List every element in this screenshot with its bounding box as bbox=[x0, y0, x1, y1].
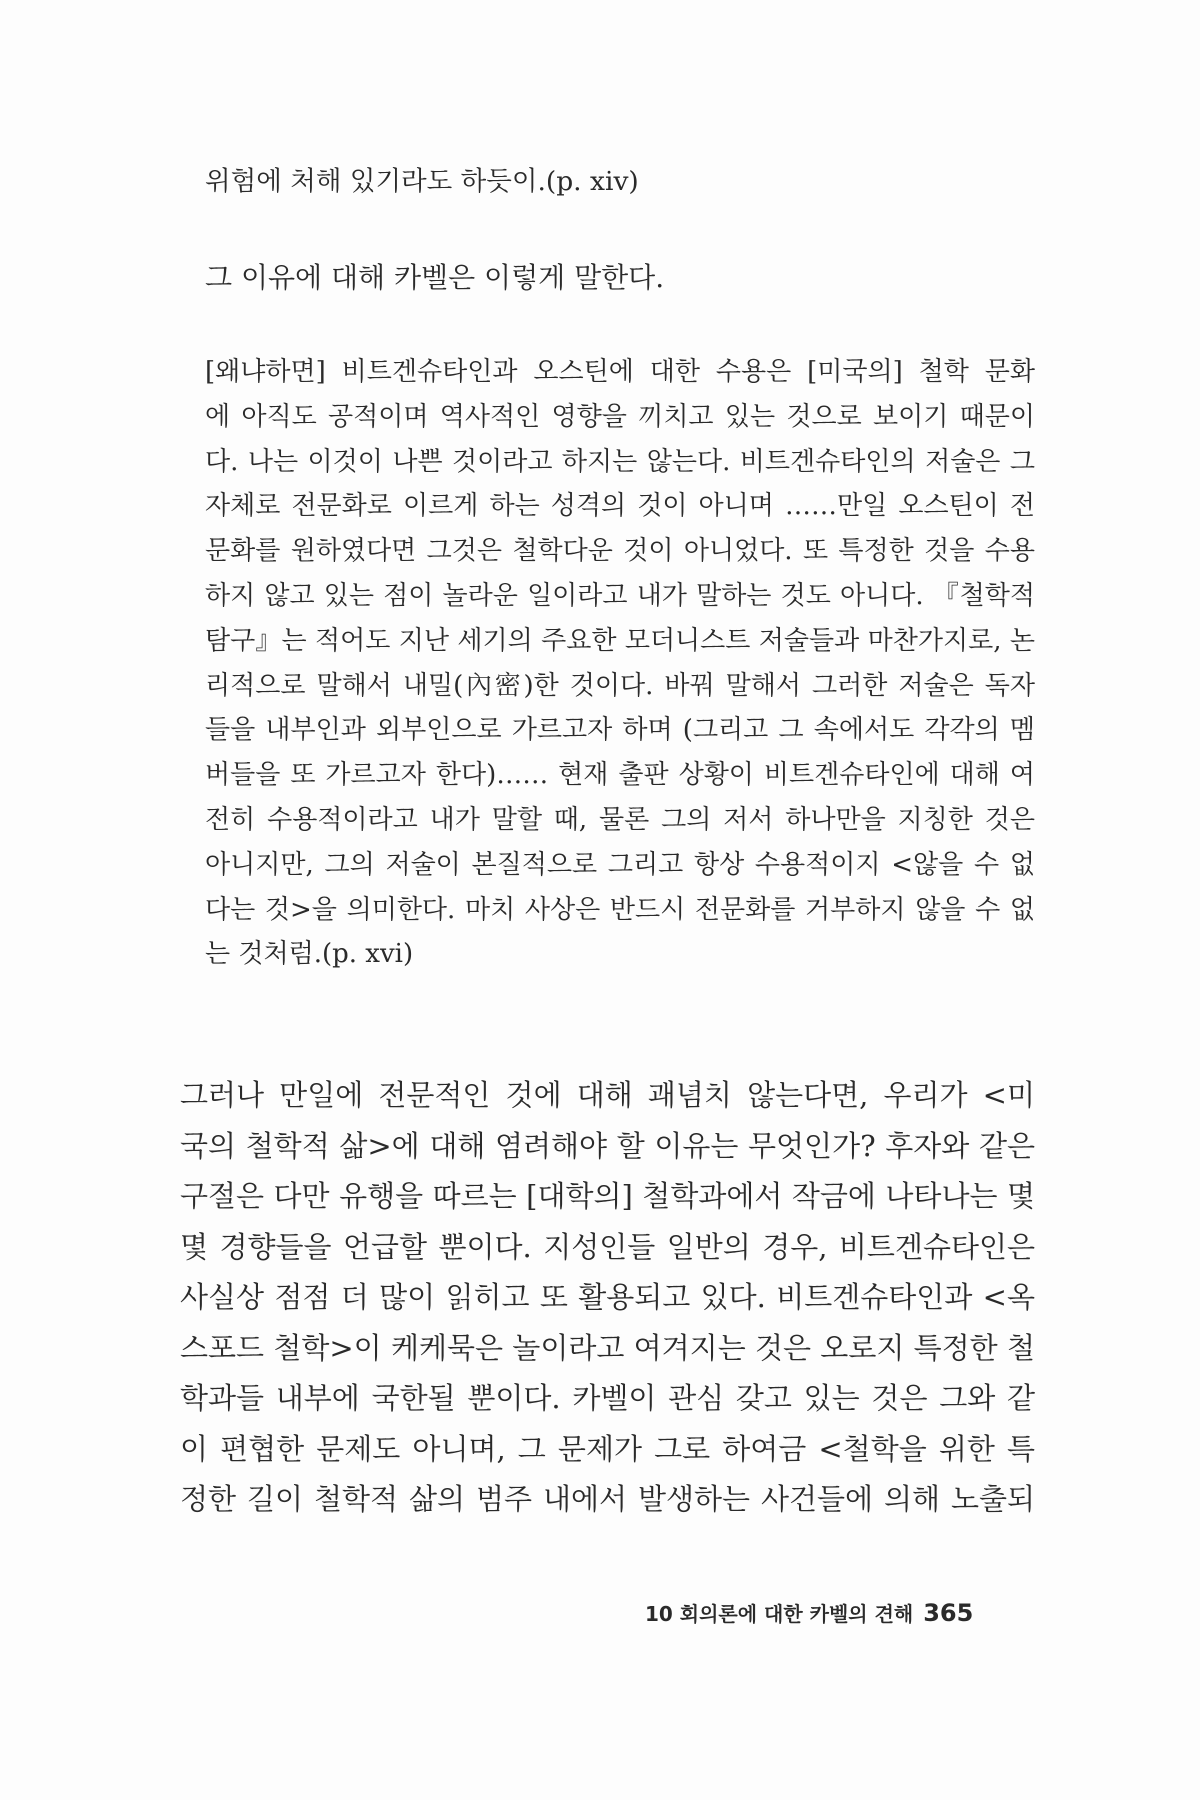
text-line: 문화를 원하였다면 그것은 철학다운 것이 아니었다. 또 특정한 것을 수용 bbox=[205, 536, 1035, 567]
text-line: 다는 것>을 의미한다. 마치 사상은 반드시 전문화를 거부하지 않을 수 없 bbox=[205, 894, 1035, 925]
text-line: 들을 내부인과 외부인으로 가르고자 하며 (그리고 그 속에서도 각각의 멤 bbox=[205, 715, 1035, 746]
text-line: 자체로 전문화로 이르게 하는 성격의 것이 아니며 ……만일 오스틴이 전 bbox=[205, 491, 1035, 522]
text-line: 그 이유에 대해 카벨은 이렇게 말한다. bbox=[205, 261, 665, 294]
text-line: 다. 나는 이것이 나쁜 것이라고 하지는 않는다. 비트겐슈타인의 저술은 그 bbox=[205, 446, 1035, 477]
text-line: [왜냐하면] 비트겐슈타인과 오스틴에 대한 수용은 [미국의] 철학 문화 bbox=[205, 357, 1035, 387]
quote-continuation bbox=[205, 162, 639, 202]
text-line: 에 아직도 공적이며 역사적인 영향을 끼치고 있는 것으로 보이기 때문이 bbox=[205, 401, 1035, 432]
text-line: 하지 않고 있는 점이 놀라운 일이라고 내가 말하는 것도 아니다. 『철학적 bbox=[205, 580, 1035, 611]
text-line: 탐구』는 적어도 지난 세기의 주요한 모더니스트 저술들과 마찬가지로, 논 bbox=[205, 625, 1035, 656]
body-paragraph bbox=[180, 1070, 1035, 1525]
text-line: 버들을 또 가르고자 한다)…… 현재 출판 상황이 비트겐슈타인에 대해 여 bbox=[205, 760, 1035, 791]
text-line: 국의 철학적 삶>에 대해 염려해야 할 이유는 무엇인가? 후자와 같은 bbox=[180, 1128, 1035, 1163]
text-line: 전히 수용적이라고 내가 말할 때, 물론 그의 저서 하나만을 지칭한 것은 bbox=[205, 804, 1035, 835]
block-quote bbox=[205, 350, 1035, 977]
text-line: 위험에 처해 있기라도 하듯이.(p. xiv) bbox=[205, 166, 639, 197]
running-footer bbox=[645, 1598, 973, 1630]
text-line: 이 편협한 문제도 아니며, 그 문제가 그로 하여금 <철학을 위한 특 bbox=[180, 1431, 1035, 1466]
text-line: 는 것처럼.(p. xvi) bbox=[205, 939, 414, 970]
intro-sentence bbox=[205, 258, 664, 298]
text-line: 그러나 만일에 전문적인 것에 대해 괘념치 않는다면, 우리가 <미 bbox=[180, 1078, 1035, 1112]
text-line: 아니지만, 그의 저술이 본질적으로 그리고 항상 수용적이지 <않을 수 없 bbox=[205, 849, 1035, 880]
text-line: 몇 경향들을 언급할 뿐이다. 지성인들 일반의 경우, 비트겐슈타인은 bbox=[180, 1229, 1035, 1264]
text-line: 학과들 내부에 국한될 뿐이다. 카벨이 관심 갖고 있는 것은 그와 같 bbox=[180, 1381, 1035, 1415]
text-line: 정한 길이 철학적 삶의 범주 내에서 발생하는 사건들에 의해 노출되 bbox=[180, 1482, 1035, 1516]
page-number: 365 bbox=[923, 1599, 974, 1627]
text-line: 구절은 다만 유행을 따르는 [대학의] 철학과에서 작금에 나타나는 몇 bbox=[180, 1179, 1035, 1213]
text-line: 리적으로 말해서 내밀(內密)한 것이다. 바꿔 말해서 그러한 저술은 독자 bbox=[205, 670, 1035, 701]
text-line: 사실상 점점 더 많이 읽히고 또 활용되고 있다. 비트겐슈타인과 <옥 bbox=[180, 1280, 1035, 1314]
chapter-title: 10 회의론에 대한 카벨의 견해 bbox=[645, 1602, 914, 1626]
text-line: 스포드 철학>이 케케묵은 놀이라고 여겨지는 것은 오로지 특정한 철 bbox=[180, 1330, 1035, 1365]
